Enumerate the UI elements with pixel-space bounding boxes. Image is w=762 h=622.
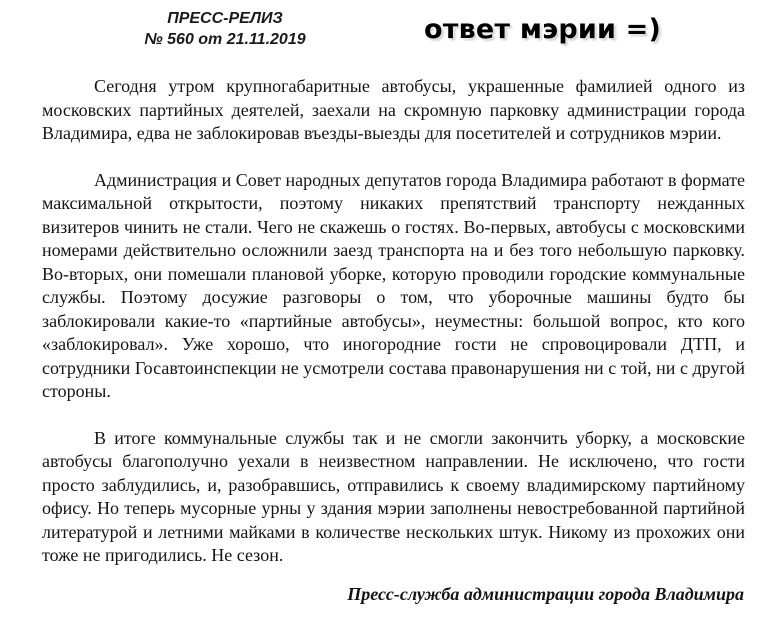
press-release-header	[120, 8, 330, 50]
press-release-number: № 560 от 21.11.2019	[144, 31, 306, 48]
paragraph-2: Администрация и Совет народных депутатов города Владимира работают в формате максимальной открытости, поэтому никаких препятствий транспорту нежданных визитеров чинить не стали. Чего не скажешь о гостях. Во-первых, автобусы с московскими номерами действительно осложнили заезд транспорта на и без того небольшую парковку. Во-вторых, они помешали плановой уборке, которую проводили городские коммунальные службы. Поэтому досужие разговоры о том, что уборочные машины будто бы заблокировали какие-то «партийные автобусы», неуместны: большой вопрос, кто кого «заблокировал». Уже хорошо, что иногородние гости не спровоцировали ДТП, и сотрудники Госавтоинспекции не усмотрели состава правонарушения ни с той, ни с другой стороны.	[42, 169, 745, 401]
press-release-title: ПРЕСС-РЕЛИЗ	[167, 10, 283, 27]
paragraph-1: Сегодня утром крупногабаритные автобусы, украшенные фамилией одного из московских партийных деятелей, заехали на скромную парковку администрации города Владимира, едва не заблокировав въезды-выезды для посетителей и сотрудников мэрии.	[42, 76, 745, 143]
press-release-body	[42, 75, 745, 591]
overlay-caption: ответ мэрии =)	[424, 14, 662, 45]
paragraph-3: В итоге коммунальные службы так и не смогли закончить уборку, а московские автобусы благополучно уехали в неизвестном направлении. Не исключено, что гости просто заблудились, и, разобравшись, отправились к своему владимирскому партийному офису. Но теперь мусорные урны у здания мэрии заполнены невостребованной партийной литературой и летними майками в количестве нескольких штук. Никому из прохожих они тоже не пригодились. Не сезон.	[42, 427, 745, 565]
signature: Пресс-служба администрации города Владимира	[347, 584, 744, 604]
